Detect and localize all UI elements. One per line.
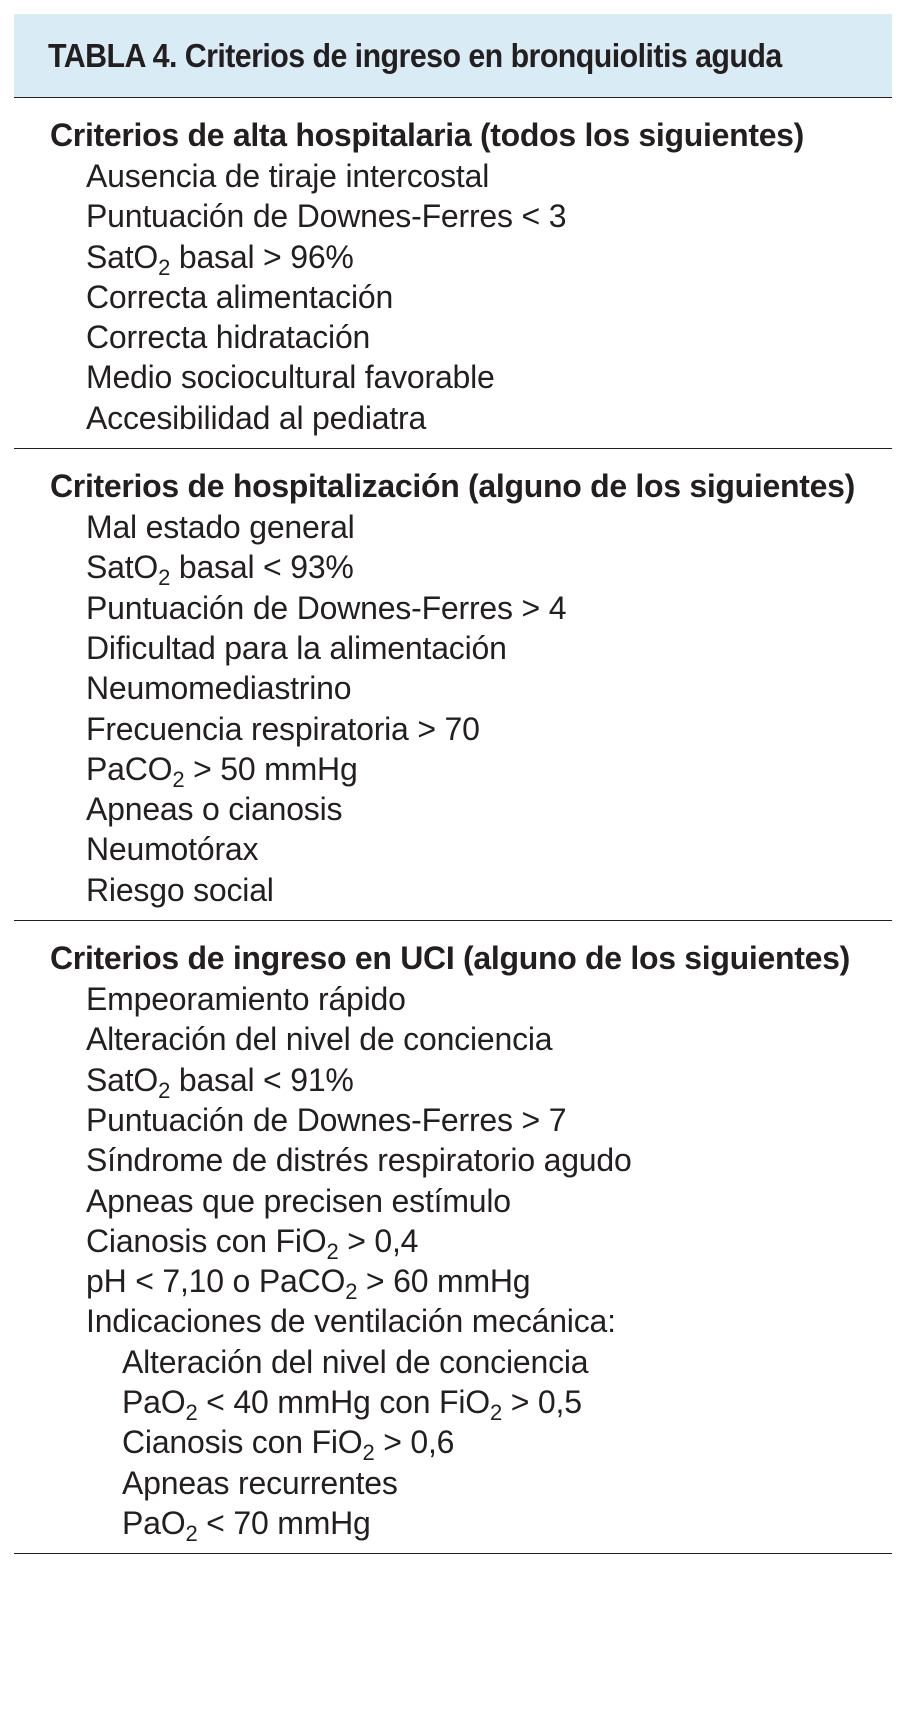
criteria-item	[50, 588, 892, 628]
item-text: > 0,6	[374, 1424, 455, 1461]
criteria-section	[14, 98, 892, 449]
criteria-list	[50, 156, 892, 438]
criteria-item	[50, 1060, 892, 1103]
item-text: Síndrome de distrés respiratorio agudo	[86, 1142, 632, 1179]
item-text: Cianosis con FiO	[86, 1222, 327, 1259]
section-heading: Criterios de ingreso en UCI (alguno de los siguientes)	[50, 940, 850, 977]
item-text: SatO	[86, 238, 159, 275]
criteria-item	[50, 357, 892, 397]
table-title-bar	[14, 14, 892, 98]
criteria-item	[50, 668, 892, 708]
item-text: Cianosis con FiO	[122, 1424, 363, 1461]
criteria-item	[50, 749, 892, 792]
item-text: Accesibilidad al pediatra	[86, 399, 427, 436]
item-text: Puntuación de Downes-Ferres < 3	[86, 198, 567, 235]
item-text: Alteración del nivel de conciencia	[86, 1021, 553, 1058]
criteria-item	[50, 829, 892, 869]
criteria-item	[50, 1019, 892, 1059]
item-text: Apneas o cianosis	[86, 791, 343, 828]
item-text: Apneas que precisen estímulo	[86, 1182, 511, 1219]
criteria-item	[50, 547, 892, 591]
item-text: > 0,4	[338, 1222, 419, 1259]
table-title: TABLA 4. Criterios de ingreso en bronquiolitis aguda	[48, 36, 782, 74]
item-text: Indicaciones de ventilación mecánica:	[86, 1303, 616, 1340]
subscript: 2	[158, 254, 171, 280]
criteria-list	[50, 507, 892, 910]
item-text: Correcta alimentación	[86, 278, 394, 315]
criteria-subitem	[50, 1503, 892, 1546]
subscript: 2	[158, 565, 171, 591]
item-text: SatO	[86, 1061, 159, 1098]
subscript: 2	[172, 766, 185, 792]
item-text: SatO	[86, 549, 159, 586]
criteria-item	[50, 1181, 892, 1221]
item-text: Dificultad para la alimentación	[86, 629, 507, 666]
criteria-item	[50, 1100, 892, 1140]
item-text: Puntuación de Downes-Ferres > 7	[86, 1101, 567, 1138]
criteria-subitem	[50, 1342, 892, 1382]
item-text: PaO	[122, 1504, 186, 1541]
item-text: Mal estado general	[86, 509, 355, 546]
criteria-item	[50, 979, 892, 1019]
subscript: 2	[362, 1440, 375, 1466]
subscript: 2	[158, 1077, 171, 1103]
criteria-item	[50, 1140, 892, 1180]
criteria-item	[50, 507, 892, 547]
criteria-item	[50, 1221, 892, 1264]
section-heading: Criterios de hospitalización (alguno de los siguientes)	[50, 468, 855, 505]
item-text: basal > 96%	[170, 238, 354, 275]
criteria-section	[14, 921, 892, 1554]
criteria-item	[50, 237, 892, 280]
subscript: 2	[345, 1279, 358, 1305]
criteria-item	[50, 628, 892, 668]
criteria-item	[50, 398, 892, 438]
criteria-item	[50, 317, 892, 357]
item-text: Puntuación de Downes-Ferres > 4	[86, 589, 567, 626]
item-text: Frecuencia respiratoria > 70	[86, 710, 480, 747]
table-body	[14, 98, 892, 1554]
item-text: < 70 mmHg	[197, 1504, 371, 1541]
item-text: basal < 93%	[170, 549, 354, 586]
criteria-item	[50, 1261, 892, 1305]
item-text: Alteración del nivel de conciencia	[122, 1343, 589, 1380]
item-text: > 50 mmHg	[184, 750, 358, 787]
item-text: > 0,5	[502, 1384, 582, 1421]
subscript: 2	[326, 1238, 339, 1264]
item-text: < 40 mmHg con FiO	[197, 1384, 490, 1421]
criteria-list	[50, 979, 892, 1546]
criteria-subitem	[50, 1463, 892, 1503]
criteria-item	[50, 789, 892, 829]
item-text: pH < 7,10 o PaCO	[86, 1263, 346, 1300]
item-text: Medio sociocultural favorable	[86, 359, 495, 396]
item-text: Empeoramiento rápido	[86, 981, 406, 1018]
criteria-item	[50, 277, 892, 317]
item-text: Neumomediastrino	[86, 670, 352, 707]
criteria-item	[50, 1301, 892, 1341]
criteria-item	[50, 870, 892, 910]
criteria-section	[14, 449, 892, 921]
criteria-subitem	[50, 1382, 892, 1426]
item-text: PaCO	[86, 750, 173, 787]
subscript: 2	[489, 1400, 503, 1426]
subscript: 2	[185, 1400, 198, 1426]
item-text: Correcta hidratación	[86, 319, 371, 356]
item-text: Apneas recurrentes	[122, 1464, 398, 1501]
item-text: Ausencia de tiraje intercostal	[86, 158, 490, 194]
criteria-item	[50, 156, 892, 196]
subscript: 2	[185, 1520, 198, 1546]
item-text: Neumotórax	[86, 831, 259, 868]
item-text: basal < 91%	[170, 1061, 354, 1098]
criteria-item	[50, 196, 892, 236]
criteria-table	[14, 14, 892, 1554]
criteria-item	[50, 709, 892, 749]
item-text: Riesgo social	[86, 871, 274, 908]
criteria-subitem	[50, 1422, 892, 1466]
item-text: > 60 mmHg	[357, 1263, 531, 1300]
item-text: PaO	[122, 1384, 186, 1421]
section-heading: Criterios de alta hospitalaria (todos los siguientes)	[50, 117, 805, 153]
